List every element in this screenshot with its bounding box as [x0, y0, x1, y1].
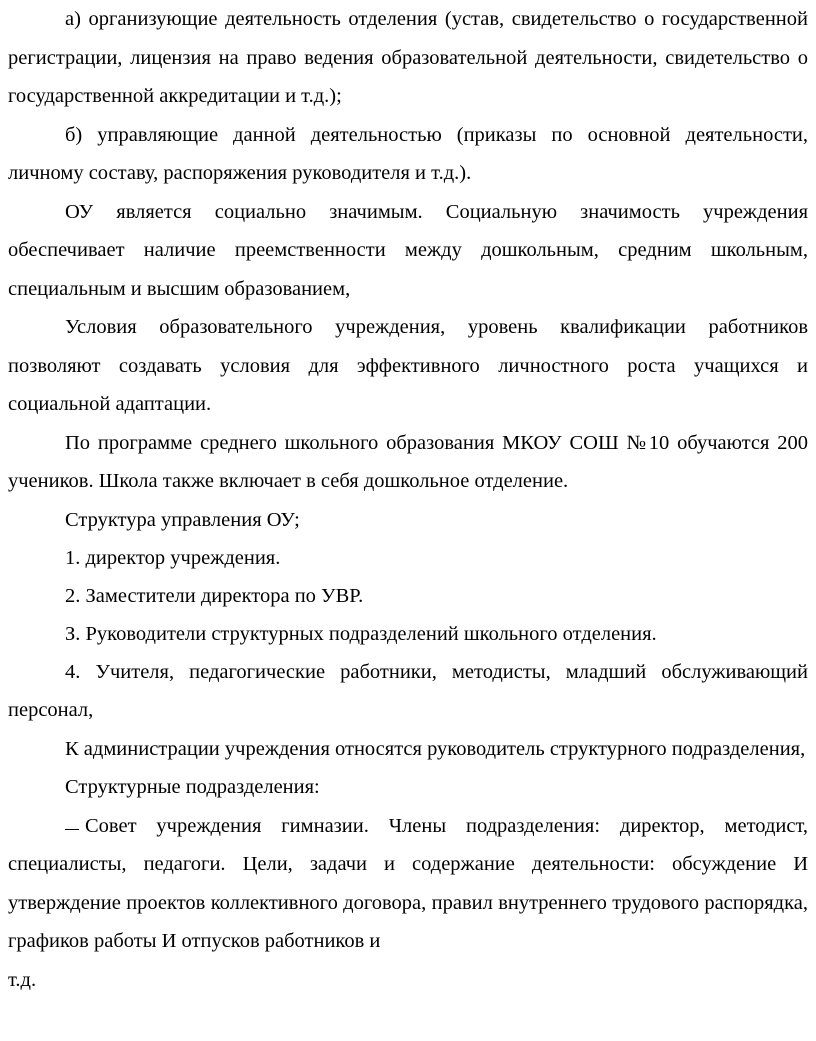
- list-item-director: 1. директор учреждения.: [65, 546, 281, 569]
- paragraph-organizing-docs: а) организующие деятельность отделения (устав, свидетельство о государственной регистрации, лицензия на право ведения образовательной деятельности, свидетельство о государственной аккредитации и т.д.);: [8, 8, 808, 107]
- paragraph-council-text: Совет учреждения гимназии. Члены подразделения: директор, методист, специалисты, педагоги. Цели, задачи и содержание деятельности: обсуждение И утверждение проектов коллективного договора, правил внутреннего трудового распорядка, графиков работы И отпусков работников и: [8, 814, 808, 952]
- list-item-deputies: 2. Заместители директора по УВР.: [65, 584, 364, 607]
- paragraph-subdivisions-heading: Структурные подразделения:: [65, 776, 320, 798]
- dash-bullet-icon: [65, 829, 79, 830]
- paragraph-program: По программе среднего школьного образования МКОУ СОШ №10 обучаются 200 учеников. Школа также включает в себя дошкольное отделение.: [8, 431, 808, 492]
- paragraph-social-significance: ОУ является социально значимым. Социальную значимость учреждения обеспечивает наличие преемственности между дошкольным, средним школьным, специальным и высшим образованием,: [8, 200, 808, 300]
- paragraph-conditions: Условия образовательного учреждения, уровень квалификации работников позволяют создавать условия для эффективного личностного роста учащихся и социальной адаптации.: [8, 316, 808, 415]
- paragraph-council: [8, 807, 808, 961]
- paragraph-etc: т.д.: [8, 968, 37, 991]
- paragraph-managing-docs: б) управляющие данной деятельностью (приказы по основной деятельности, личному составу, распоряжения руководителя и т.д.).: [8, 123, 808, 184]
- paragraph-structure-heading: Структура управления ОУ;: [65, 508, 300, 531]
- paragraph-administration: К администрации учреждения относятся руководитель структурного подразделения,: [65, 737, 806, 760]
- list-item-heads: З. Руководители структурных подразделений школьного отделения.: [65, 622, 657, 645]
- document-page: [8, 0, 808, 999]
- list-item-teachers: 4. Учителя, педагогические работники, методисты, младший обслуживающий персонал,: [8, 660, 808, 721]
